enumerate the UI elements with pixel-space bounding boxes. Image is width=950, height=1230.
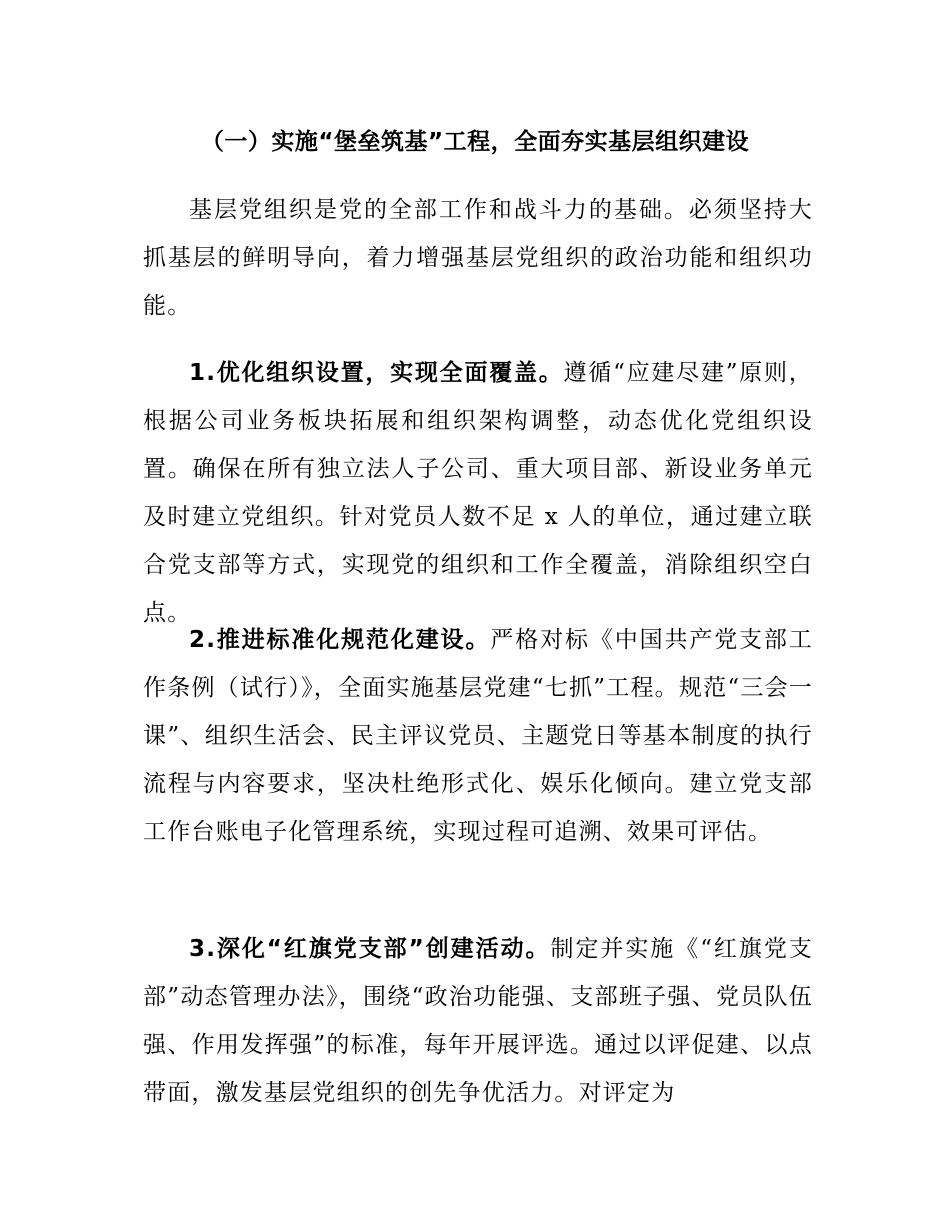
item-3-text: 制定并实施《“红旗党支部”动态管理办法》，围绕“政治功能强、支部班子强、党员队伍强、作用发挥强”的标准，每年开展评选。通过以评促建、以点带面，激发基层党组织的创先争优活力。对评定为: [143, 936, 813, 1106]
intro-paragraph: 基层党组织是党的全部工作和战斗力的基础。必须坚持大抓基层的鲜明导向，着力增强基层党组织的政治功能和组织功能。: [143, 197, 813, 319]
item-paragraph-2: [143, 616, 813, 856]
item-3-lead: 3.深化“红旗党支部”创建活动。: [189, 936, 551, 962]
item-paragraph-3: [143, 925, 813, 1117]
item-paragraph-1: [143, 349, 813, 637]
item-1-text: 遵循“应建尽建”原则，根据公司业务板块拓展和组织架构调整，动态优化党组织设置。确保在所有独立法人子公司、重大项目部、新设业务单元及时建立党组织。针对党员人数不足 x 人的单位，通过建立联合党支部等方式，实现党的组织和工作全覆盖，消除组织空白点。: [143, 360, 813, 626]
section-heading: （一）实施“堡垒筑基”工程，全面夯实基层组织建设: [200, 129, 750, 155]
item-2-lead: 2.推进标准化规范化建设。: [189, 627, 491, 653]
item-1-lead: 1.优化组织设置，实现全面覆盖。: [189, 360, 564, 386]
item-2-text: 严格对标《中国共产党支部工作条例（试行）》，全面实施基层党建“七抓”工程。规范“三会一课”、组织生活会、民主评议党员、主题党日等基本制度的执行流程与内容要求，坚决杜绝形式化、娱乐化倾向。建立党支部工作台账电子化管理系统，实现过程可追溯、效果可评估。: [143, 627, 813, 845]
